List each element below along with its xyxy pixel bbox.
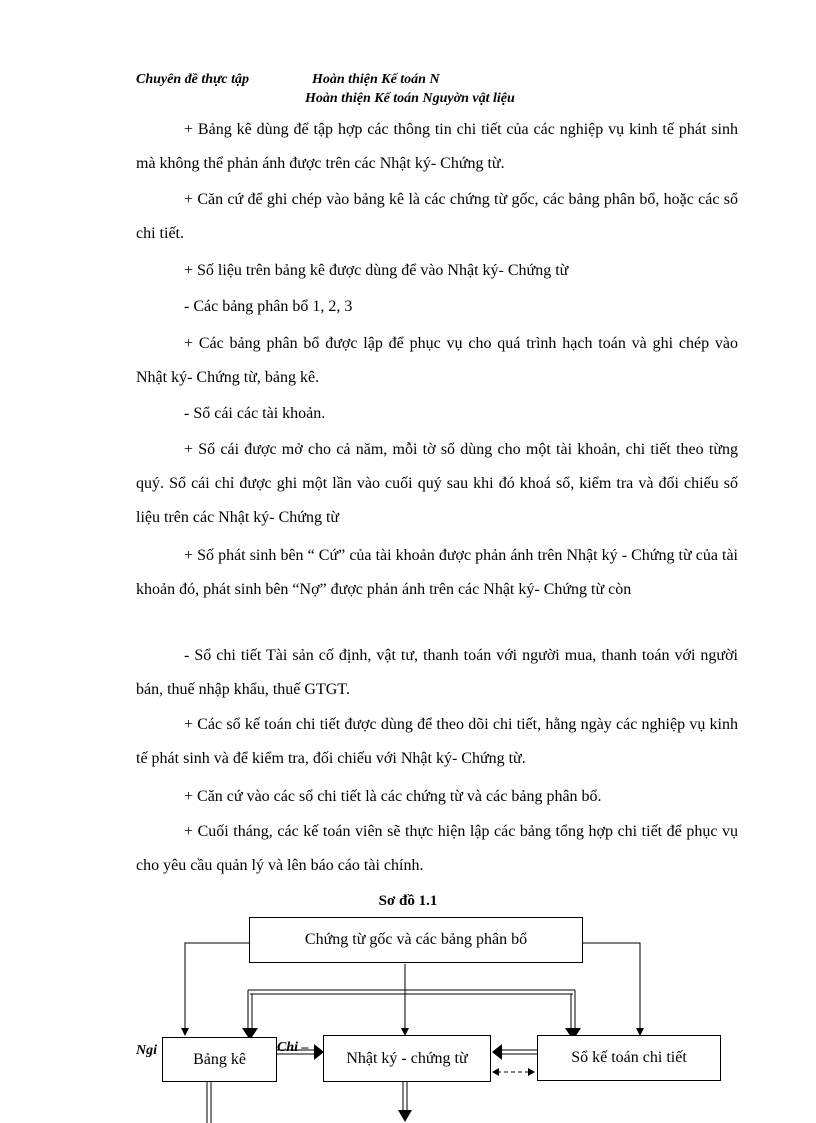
- paragraph-so-phat-sinh: + Số phát sinh bên “ Cứ” của tài khoản được phản ánh trên Nhật ký - Chứng từ của tài khoản đó, phát sinh bên “Nợ” được phản ánh trên các Nhật ký- Chứng từ còn: [136, 547, 738, 598]
- paragraph-so-cai-mo: + Sổ cái được mở cho cả năm, mỗi tờ sổ dùng cho một tài khoản, chi tiết theo từng quý. Sổ cái chỉ được ghi một lần vào cuối quý sau khi đó khoá sổ, kiểm tra và đối chiếu số liệu trên các Nhật ký- Chứng từ: [136, 441, 738, 526]
- paragraph-can-cu-so-chi-tiet: + Căn cứ vào các sổ chi tiết là các chứng từ và các bảng phân bổ.: [184, 788, 602, 805]
- diagram-caption: Sơ đồ 1.1: [378, 893, 438, 909]
- paragraph-so-chi-tiet: - Sổ chi tiết Tài sản cố định, vật tư, thanh toán với người mua, thanh toán với người bán, thuế nhập khẩu, thuế GTGT.: [136, 647, 738, 698]
- paragraph-bang-ke: + Bảng kê dùng để tập hợp các thông tin chi tiết của các nghiệp vụ kinh tế phát sinh mà không thể phản ánh được trên các Nhật ký- Chứng từ.: [136, 121, 738, 172]
- paragraph-bang-phan-bo: - Các bảng phân bổ 1, 2, 3: [184, 298, 353, 315]
- box-nhat-ky-chung-tu: Nhật ký - chứng từ: [323, 1035, 491, 1082]
- paragraph-cuoi-thang: + Cuối tháng, các kế toán viên sẽ thực hiện lập các bảng tổng hợp chi tiết để phục vụ cho yêu cầu quản lý và lên báo cáo tài chính.: [136, 823, 738, 874]
- paragraph-bang-phan-bo-lap: + Các bảng phân bổ được lập để phục vụ cho quá trình hạch toán và ghi chép vào Nhật ký- Chứng từ, bảng kê.: [136, 335, 738, 386]
- box-so-ke-toan-chi-tiet: Sổ kế toán chi tiết: [537, 1035, 721, 1081]
- header-title-right: Hoàn thiện Kế toán N: [312, 72, 440, 87]
- paragraph-so-cai: - Sổ cái các tài khoản.: [184, 405, 326, 422]
- paragraph-so-ke-toan-chi-tiet: + Các sổ kế toán chi tiết được dùng để theo dõi chi tiết, hằng ngày các nghiệp vụ kinh tế phát sinh và để kiểm tra, đối chiếu với Nhật ký- Chứng từ.: [136, 716, 738, 767]
- box-chung-tu-goc: Chứng từ gốc và các bảng phân bổ: [249, 917, 583, 963]
- paragraph-so-lieu: + Số liệu trên bảng kê được dùng để vào Nhật ký- Chứng từ: [184, 262, 569, 279]
- paragraph-can-cu-bang-ke: + Căn cứ để ghi chép vào bảng kê là các chứng từ gốc, các bảng phân bổ, hoặc các sổ chi tiết.: [136, 191, 738, 242]
- label-fragment-left: Ngi: [136, 1043, 157, 1058]
- arrow-to-bang-ke: [185, 943, 249, 1035]
- header-subtitle: Hoàn thiện Kế toán Nguyờn vật liệu: [305, 91, 515, 106]
- header-title-left: Chuyên đề thực tập: [136, 72, 250, 87]
- arrow-to-so-chi-tiet: [582, 943, 640, 1035]
- label-fragment-mid: Chi –: [277, 1040, 309, 1055]
- box-bang-ke: Bảng kê: [162, 1037, 277, 1082]
